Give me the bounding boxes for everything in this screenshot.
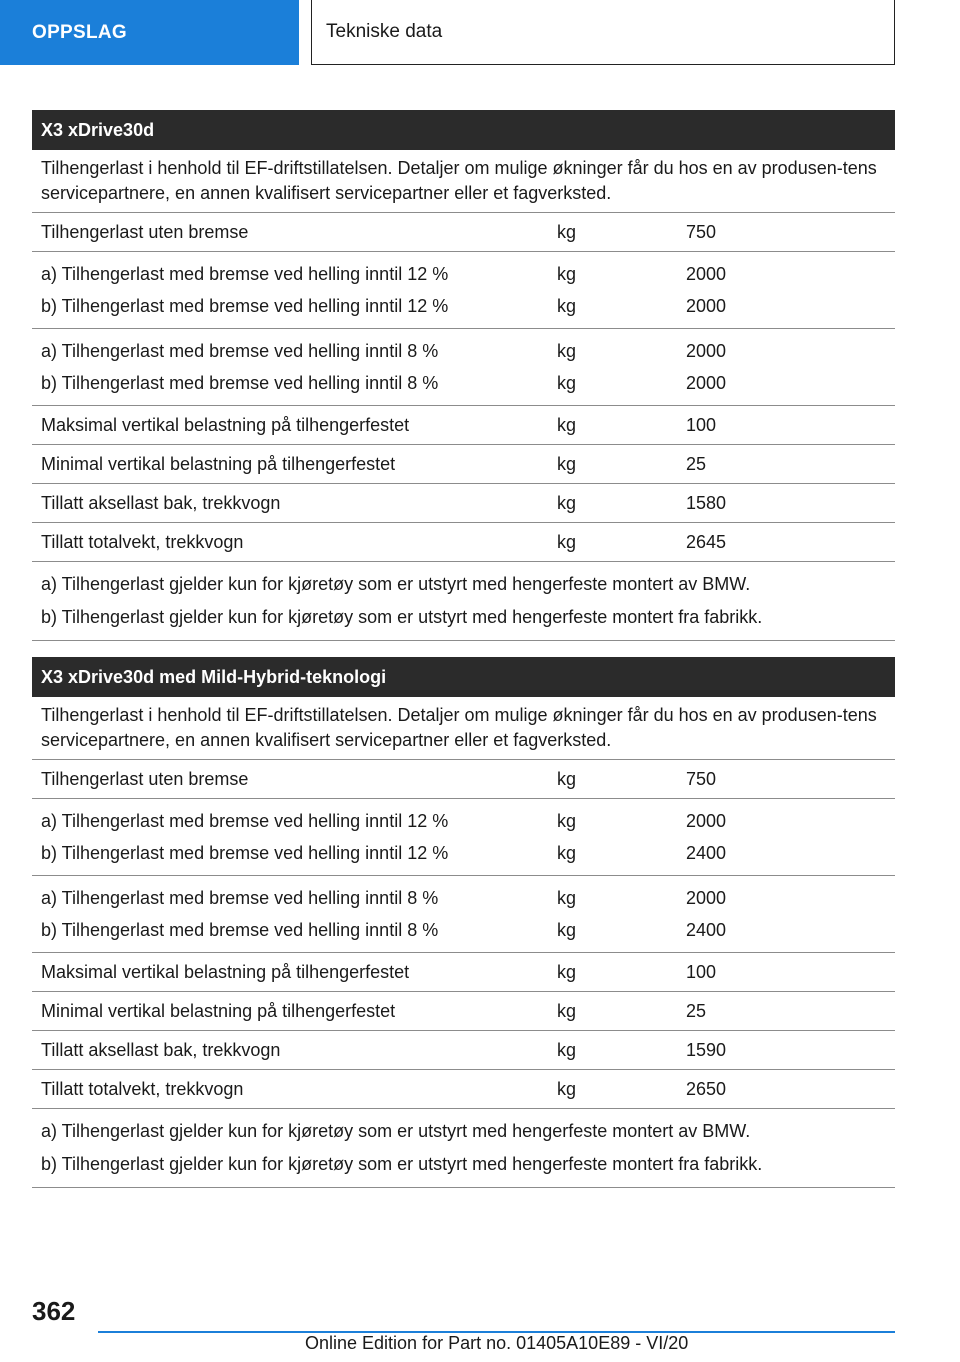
row-label: Maksimal vertikal belastning på tilhengerfestet <box>41 415 410 435</box>
row-value: 2400 <box>686 843 727 863</box>
chapter-title <box>311 0 895 65</box>
row-unit: kg <box>557 811 577 831</box>
row-unit: kg <box>557 493 577 513</box>
row-unit-cell <box>548 487 677 519</box>
table-row <box>32 329 895 406</box>
row-label-cell <box>32 258 548 322</box>
row-unit-cell <box>548 956 677 988</box>
row-unit: kg <box>557 454 577 474</box>
row-label: Tillatt aksellast bak, trekkvogn <box>41 1040 281 1060</box>
row-value-cell <box>677 487 895 519</box>
table-row <box>32 1031 895 1070</box>
row-label-cell <box>32 956 548 988</box>
row-label: Maksimal vertikal belastning på tilhengerfestet <box>41 962 410 982</box>
row-value: 2000 <box>686 373 727 393</box>
row-unit-cell <box>548 448 677 480</box>
row-value-cell <box>677 995 895 1027</box>
row-label: Tillatt totalvekt, trekkvogn <box>41 532 244 552</box>
row-unit: kg <box>557 1079 577 1099</box>
section-tab-label: OPPSLAG <box>32 21 128 43</box>
row-unit: kg <box>557 415 577 435</box>
table-row <box>32 1070 895 1109</box>
row-label: a) Tilhengerlast med bremse ved helling inntil 12 % <box>41 811 449 831</box>
row-label-cell <box>32 216 548 248</box>
edition-note: Online Edition for Part no. 01405A10E89 - VI/20 <box>305 1333 689 1353</box>
section-tab[interactable] <box>0 0 299 65</box>
row-label: b) Tilhengerlast med bremse ved helling inntil 8 % <box>41 920 439 940</box>
row-value: 750 <box>686 222 717 242</box>
row-label-cell <box>32 763 548 795</box>
row-label: Tillatt aksellast bak, trekkvogn <box>41 493 281 513</box>
row-unit: kg <box>557 843 577 863</box>
row-label-cell <box>32 335 548 399</box>
row-label: a) Tilhengerlast med bremse ved helling inntil 8 % <box>41 888 439 908</box>
row-value: 2000 <box>686 888 727 908</box>
row-value-cell <box>677 1073 895 1105</box>
row-value-cell <box>677 882 895 946</box>
row-label: b) Tilhengerlast med bremse ved helling inntil 12 % <box>41 843 449 863</box>
row-unit: kg <box>557 769 577 789</box>
row-unit-cell <box>548 335 677 399</box>
row-unit: kg <box>557 920 577 940</box>
row-label-cell <box>32 526 548 558</box>
footnote: a) Tilhengerlast gjelder kun for kjøretøy som er utstyrt med hengerfeste montert av BMW. <box>41 574 751 594</box>
row-unit: kg <box>557 888 577 908</box>
row-value: 2645 <box>686 532 727 552</box>
row-value: 100 <box>686 962 717 982</box>
row-value: 25 <box>686 1001 707 1021</box>
row-value: 2000 <box>686 341 727 361</box>
footnotes <box>32 1109 895 1188</box>
row-unit-cell <box>548 409 677 441</box>
row-value: 25 <box>686 454 707 474</box>
page-number: 362 <box>32 1296 76 1326</box>
row-unit: kg <box>557 222 577 242</box>
row-unit: kg <box>557 1001 577 1021</box>
row-value-cell <box>677 258 895 322</box>
row-unit-cell <box>548 258 677 322</box>
row-unit: kg <box>557 264 577 284</box>
row-label: Minimal vertikal belastning på tilhengerfestet <box>41 454 396 474</box>
row-label: Tilhengerlast uten bremse <box>41 769 249 789</box>
table-row <box>32 953 895 992</box>
row-value: 2650 <box>686 1079 727 1099</box>
row-value: 1590 <box>686 1040 727 1060</box>
row-value-cell <box>677 1034 895 1066</box>
row-value-cell <box>677 763 895 795</box>
row-label-cell <box>32 409 548 441</box>
spec-table-title: X3 xDrive30d <box>32 110 895 150</box>
table-row <box>32 876 895 953</box>
footnotes <box>32 562 895 641</box>
row-value: 2000 <box>686 296 727 316</box>
row-label-cell <box>32 805 548 869</box>
row-unit-cell <box>548 216 677 248</box>
row-label-cell <box>32 487 548 519</box>
row-label: a) Tilhengerlast med bremse ved helling inntil 12 % <box>41 264 449 284</box>
table-row <box>32 445 895 484</box>
row-unit: kg <box>557 962 577 982</box>
row-unit: kg <box>557 1040 577 1060</box>
row-unit-cell <box>548 805 677 869</box>
table-row <box>32 760 895 799</box>
table-row <box>32 484 895 523</box>
table-row <box>32 252 895 329</box>
row-unit: kg <box>557 296 577 316</box>
row-value: 2400 <box>686 920 727 940</box>
row-value-cell <box>677 526 895 558</box>
row-value: 2000 <box>686 811 727 831</box>
row-label: Tillatt totalvekt, trekkvogn <box>41 1079 244 1099</box>
row-value: 750 <box>686 769 717 789</box>
row-unit-cell <box>548 763 677 795</box>
row-label-cell <box>32 448 548 480</box>
row-unit-cell <box>548 1073 677 1105</box>
table-row <box>32 523 895 562</box>
row-unit: kg <box>557 532 577 552</box>
row-label-cell <box>32 995 548 1027</box>
row-unit-cell <box>548 1034 677 1066</box>
row-value-cell <box>677 448 895 480</box>
chapter-title-label: Tekniske data <box>326 21 443 42</box>
row-label: b) Tilhengerlast med bremse ved helling inntil 8 % <box>41 373 439 393</box>
table-row <box>32 406 895 445</box>
spec-table-title: X3 xDrive30d med Mild-Hybrid-teknologi <box>32 657 895 697</box>
spec-table-intro: Tilhengerlast i henhold til EF-driftstillatelsen. Detaljer om mulige økninger får du hos en av produsen-tens servicepartnere, en annen kvalifisert servicepartner eller et fagverksted. <box>32 150 895 213</box>
row-value-cell <box>677 335 895 399</box>
table-row <box>32 992 895 1031</box>
table-row <box>32 799 895 876</box>
row-value: 100 <box>686 415 717 435</box>
row-label-cell <box>32 1034 548 1066</box>
row-label: b) Tilhengerlast med bremse ved helling inntil 12 % <box>41 296 449 316</box>
row-value-cell <box>677 956 895 988</box>
spec-table <box>32 110 895 641</box>
row-value-cell <box>677 216 895 248</box>
row-label: Tilhengerlast uten bremse <box>41 222 249 242</box>
row-value-cell <box>677 805 895 869</box>
row-label: a) Tilhengerlast med bremse ved helling inntil 8 % <box>41 341 439 361</box>
row-label-cell <box>32 882 548 946</box>
row-unit: kg <box>557 341 577 361</box>
row-unit-cell <box>548 526 677 558</box>
spec-table <box>32 657 895 1188</box>
table-row <box>32 213 895 252</box>
row-label-cell <box>32 1073 548 1105</box>
row-unit-cell <box>548 882 677 946</box>
footnote: a) Tilhengerlast gjelder kun for kjøretøy som er utstyrt med hengerfeste montert av BMW. <box>41 1121 751 1141</box>
footnote: b) Tilhengerlast gjelder kun for kjøretøy som er utstyrt med hengerfeste montert fra fabrikk. <box>41 1154 763 1174</box>
row-unit: kg <box>557 373 577 393</box>
row-value-cell <box>677 409 895 441</box>
row-label: Minimal vertikal belastning på tilhengerfestet <box>41 1001 396 1021</box>
spec-table-intro: Tilhengerlast i henhold til EF-driftstillatelsen. Detaljer om mulige økninger får du hos en av produsen-tens servicepartnere, en annen kvalifisert servicepartner eller et fagverksted. <box>32 697 895 760</box>
row-value: 2000 <box>686 264 727 284</box>
row-unit-cell <box>548 995 677 1027</box>
footnote: b) Tilhengerlast gjelder kun for kjøretøy som er utstyrt med hengerfeste montert fra fabrikk. <box>41 607 763 627</box>
row-value: 1580 <box>686 493 727 513</box>
